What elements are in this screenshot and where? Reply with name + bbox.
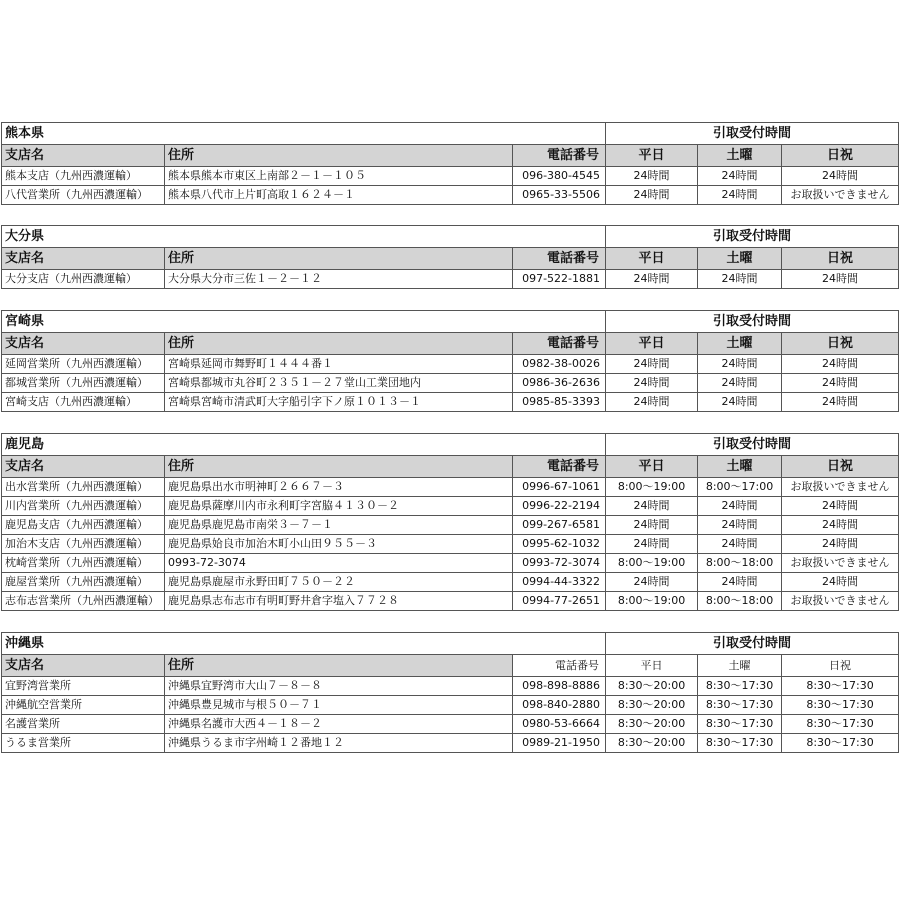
branch-address: 熊本県八代市上片町高取１６２４－１	[165, 186, 513, 205]
branch-name: 出水営業所（九州西濃運輸）	[2, 478, 165, 497]
col-header-holiday: 日祝	[782, 655, 899, 677]
hours-weekday: 8:00～19:00	[606, 478, 698, 497]
hours-title: 引取受付時間	[606, 633, 899, 655]
table-row	[2, 355, 899, 374]
hours-holiday: 24時間	[782, 167, 899, 186]
col-header-phone: 電話番号	[513, 655, 606, 677]
branch-table	[1, 632, 899, 753]
branch-address: 大分県大分市三佐１－２－１２	[165, 270, 513, 289]
table-header-row	[2, 655, 899, 677]
hours-holiday: お取扱いできません	[782, 186, 899, 205]
branch-phone: 096-380-4545	[513, 167, 606, 186]
col-header-saturday: 土曜	[698, 333, 782, 355]
hours-saturday: 8:30～17:30	[698, 696, 782, 715]
branch-name: 枕崎営業所（九州西濃運輸）	[2, 554, 165, 573]
branch-address: 宮崎県延岡市舞野町１４４４番１	[165, 355, 513, 374]
hours-saturday: 24時間	[698, 497, 782, 516]
col-header-phone: 電話番号	[513, 333, 606, 355]
branch-name: 沖縄航空営業所	[2, 696, 165, 715]
hours-weekday: 8:30～20:00	[606, 715, 698, 734]
branch-name: 名護営業所	[2, 715, 165, 734]
hours-title: 引取受付時間	[606, 311, 899, 333]
hours-weekday: 24時間	[606, 516, 698, 535]
branch-phone: 098-840-2880	[513, 696, 606, 715]
hours-saturday: 8:30～17:30	[698, 715, 782, 734]
branch-address: 熊本県熊本市東区上南部２－１－１０５	[165, 167, 513, 186]
hours-weekday: 8:30～20:00	[606, 734, 698, 753]
hours-saturday: 24時間	[698, 167, 782, 186]
branch-phone: 0996-22-2194	[513, 497, 606, 516]
branch-phone: 098-898-8886	[513, 677, 606, 696]
table-row	[2, 734, 899, 753]
table-header-row	[2, 333, 899, 355]
table-row	[2, 186, 899, 205]
branch-phone: 0994-77-2651	[513, 592, 606, 611]
col-header-address: 住所	[165, 248, 513, 270]
hours-weekday: 24時間	[606, 573, 698, 592]
hours-weekday: 8:30～20:00	[606, 677, 698, 696]
branch-address: 宮崎県宮崎市清武町大字船引字下ノ原１０１３－１	[165, 393, 513, 412]
table-row	[2, 167, 899, 186]
hours-holiday: 8:30～17:30	[782, 696, 899, 715]
hours-weekday: 8:00～19:00	[606, 592, 698, 611]
hours-weekday: 24時間	[606, 270, 698, 289]
branch-phone: 0994-44-3322	[513, 573, 606, 592]
branch-name: 熊本支店（九州西濃運輸）	[2, 167, 165, 186]
branch-address: 鹿児島県鹿児島市南栄３－７－１	[165, 516, 513, 535]
hours-weekday: 24時間	[606, 497, 698, 516]
hours-holiday: お取扱いできません	[782, 478, 899, 497]
branch-address: 沖縄県豊見城市与根５０－７１	[165, 696, 513, 715]
col-header-holiday: 日祝	[782, 145, 899, 167]
hours-holiday: 24時間	[782, 355, 899, 374]
col-header-phone: 電話番号	[513, 145, 606, 167]
hours-holiday: お取扱いできません	[782, 592, 899, 611]
branch-phone: 0965-33-5506	[513, 186, 606, 205]
col-header-branch: 支店名	[2, 456, 165, 478]
table-title-row	[2, 311, 899, 333]
table-title-row	[2, 434, 899, 456]
table-row	[2, 478, 899, 497]
branch-name: 鹿屋営業所（九州西濃運輸）	[2, 573, 165, 592]
hours-weekday: 24時間	[606, 374, 698, 393]
branch-phone: 0980-53-6664	[513, 715, 606, 734]
branch-name: 加治木支店（九州西濃運輸）	[2, 535, 165, 554]
hours-weekday: 24時間	[606, 393, 698, 412]
hours-holiday: 24時間	[782, 573, 899, 592]
branch-table	[1, 433, 899, 611]
branch-address: 沖縄県うるま市字州崎１２番地１２	[165, 734, 513, 753]
branch-name: 八代営業所（九州西濃運輸）	[2, 186, 165, 205]
col-header-branch: 支店名	[2, 655, 165, 677]
branch-name: 宜野湾営業所	[2, 677, 165, 696]
table-row	[2, 677, 899, 696]
table-title-row	[2, 633, 899, 655]
col-header-holiday: 日祝	[782, 248, 899, 270]
col-header-address: 住所	[165, 145, 513, 167]
branch-phone: 0986-36-2636	[513, 374, 606, 393]
branch-address: 沖縄県名護市大西４－１８－２	[165, 715, 513, 734]
branch-name: 延岡営業所（九州西濃運輸）	[2, 355, 165, 374]
col-header-saturday: 土曜	[698, 655, 782, 677]
col-header-address: 住所	[165, 456, 513, 478]
branch-directory	[1, 122, 899, 774]
col-header-address: 住所	[165, 333, 513, 355]
hours-saturday: 24時間	[698, 393, 782, 412]
branch-phone: 0995-62-1032	[513, 535, 606, 554]
table-header-row	[2, 456, 899, 478]
hours-holiday: 24時間	[782, 393, 899, 412]
col-header-saturday: 土曜	[698, 456, 782, 478]
col-header-holiday: 日祝	[782, 333, 899, 355]
hours-holiday: 24時間	[782, 270, 899, 289]
hours-holiday: 24時間	[782, 497, 899, 516]
prefecture-section	[1, 122, 899, 205]
hours-title: 引取受付時間	[606, 123, 899, 145]
table-title-row	[2, 226, 899, 248]
branch-name: 志布志営業所（九州西濃運輸）	[2, 592, 165, 611]
hours-saturday: 8:30～17:30	[698, 734, 782, 753]
hours-saturday: 24時間	[698, 535, 782, 554]
col-header-phone: 電話番号	[513, 456, 606, 478]
hours-holiday: お取扱いできません	[782, 554, 899, 573]
table-row	[2, 554, 899, 573]
col-header-weekday: 平日	[606, 248, 698, 270]
hours-weekday: 24時間	[606, 535, 698, 554]
col-header-weekday: 平日	[606, 145, 698, 167]
col-header-holiday: 日祝	[782, 456, 899, 478]
col-header-address: 住所	[165, 655, 513, 677]
prefecture-section	[1, 433, 899, 611]
branch-address: 沖縄県宜野湾市大山７－８－８	[165, 677, 513, 696]
hours-saturday: 24時間	[698, 186, 782, 205]
branch-table	[1, 310, 899, 412]
hours-weekday: 24時間	[606, 186, 698, 205]
prefecture-title: 大分県	[2, 226, 606, 248]
branch-name: 大分支店（九州西濃運輸）	[2, 270, 165, 289]
col-header-saturday: 土曜	[698, 145, 782, 167]
hours-title: 引取受付時間	[606, 434, 899, 456]
prefecture-title: 鹿児島	[2, 434, 606, 456]
hours-saturday: 24時間	[698, 516, 782, 535]
hours-saturday: 8:00～17:00	[698, 478, 782, 497]
branch-phone: 0993-72-3074	[513, 554, 606, 573]
prefecture-title: 熊本県	[2, 123, 606, 145]
hours-holiday: 24時間	[782, 516, 899, 535]
hours-saturday: 24時間	[698, 270, 782, 289]
hours-holiday: 24時間	[782, 374, 899, 393]
col-header-branch: 支店名	[2, 145, 165, 167]
prefecture-section	[1, 632, 899, 753]
hours-weekday: 8:00～19:00	[606, 554, 698, 573]
branch-address: 鹿児島県志布志市有明町野井倉字塩入７７２８	[165, 592, 513, 611]
col-header-saturday: 土曜	[698, 248, 782, 270]
table-row	[2, 270, 899, 289]
hours-holiday: 8:30～17:30	[782, 734, 899, 753]
prefecture-section	[1, 225, 899, 289]
hours-holiday: 8:30～17:30	[782, 677, 899, 696]
hours-saturday: 24時間	[698, 573, 782, 592]
table-row	[2, 374, 899, 393]
prefecture-title: 沖縄県	[2, 633, 606, 655]
table-row	[2, 715, 899, 734]
branch-phone: 0985-85-3393	[513, 393, 606, 412]
prefecture-title: 宮崎県	[2, 311, 606, 333]
branch-table	[1, 225, 899, 289]
col-header-weekday: 平日	[606, 456, 698, 478]
table-row	[2, 592, 899, 611]
table-row	[2, 497, 899, 516]
hours-saturday: 8:00～18:00	[698, 592, 782, 611]
hours-saturday: 24時間	[698, 374, 782, 393]
hours-saturday: 8:00～18:00	[698, 554, 782, 573]
hours-holiday: 8:30～17:30	[782, 715, 899, 734]
branch-name: 都城営業所（九州西濃運輸）	[2, 374, 165, 393]
prefecture-section	[1, 310, 899, 412]
branch-name: 宮崎支店（九州西濃運輸）	[2, 393, 165, 412]
hours-title: 引取受付時間	[606, 226, 899, 248]
branch-phone: 0982-38-0026	[513, 355, 606, 374]
hours-weekday: 8:30～20:00	[606, 696, 698, 715]
col-header-weekday: 平日	[606, 655, 698, 677]
table-row	[2, 535, 899, 554]
hours-holiday: 24時間	[782, 535, 899, 554]
branch-table	[1, 122, 899, 205]
col-header-branch: 支店名	[2, 333, 165, 355]
branch-address: 鹿児島県姶良市加治木町小山田９５５－３	[165, 535, 513, 554]
table-row	[2, 393, 899, 412]
table-header-row	[2, 145, 899, 167]
table-row	[2, 573, 899, 592]
table-row	[2, 516, 899, 535]
branch-address: 鹿児島県出水市明神町２６６７－３	[165, 478, 513, 497]
table-row	[2, 696, 899, 715]
table-title-row	[2, 123, 899, 145]
hours-weekday: 24時間	[606, 355, 698, 374]
branch-address: 宮崎県都城市丸谷町２３５１－２７堂山工業団地内	[165, 374, 513, 393]
branch-phone: 0996-67-1061	[513, 478, 606, 497]
hours-saturday: 8:30～17:30	[698, 677, 782, 696]
hours-weekday: 24時間	[606, 167, 698, 186]
branch-address: 0993-72-3074	[165, 554, 513, 573]
branch-address: 鹿児島県薩摩川内市永利町字宮脇４１３０－２	[165, 497, 513, 516]
branch-phone: 0989-21-1950	[513, 734, 606, 753]
col-header-branch: 支店名	[2, 248, 165, 270]
col-header-weekday: 平日	[606, 333, 698, 355]
hours-saturday: 24時間	[698, 355, 782, 374]
branch-name: 川内営業所（九州西濃運輸）	[2, 497, 165, 516]
branch-address: 鹿児島県鹿屋市永野田町７５０－２２	[165, 573, 513, 592]
branch-name: うるま営業所	[2, 734, 165, 753]
col-header-phone: 電話番号	[513, 248, 606, 270]
table-header-row	[2, 248, 899, 270]
branch-name: 鹿児島支店（九州西濃運輸）	[2, 516, 165, 535]
branch-phone: 097-522-1881	[513, 270, 606, 289]
branch-phone: 099-267-6581	[513, 516, 606, 535]
